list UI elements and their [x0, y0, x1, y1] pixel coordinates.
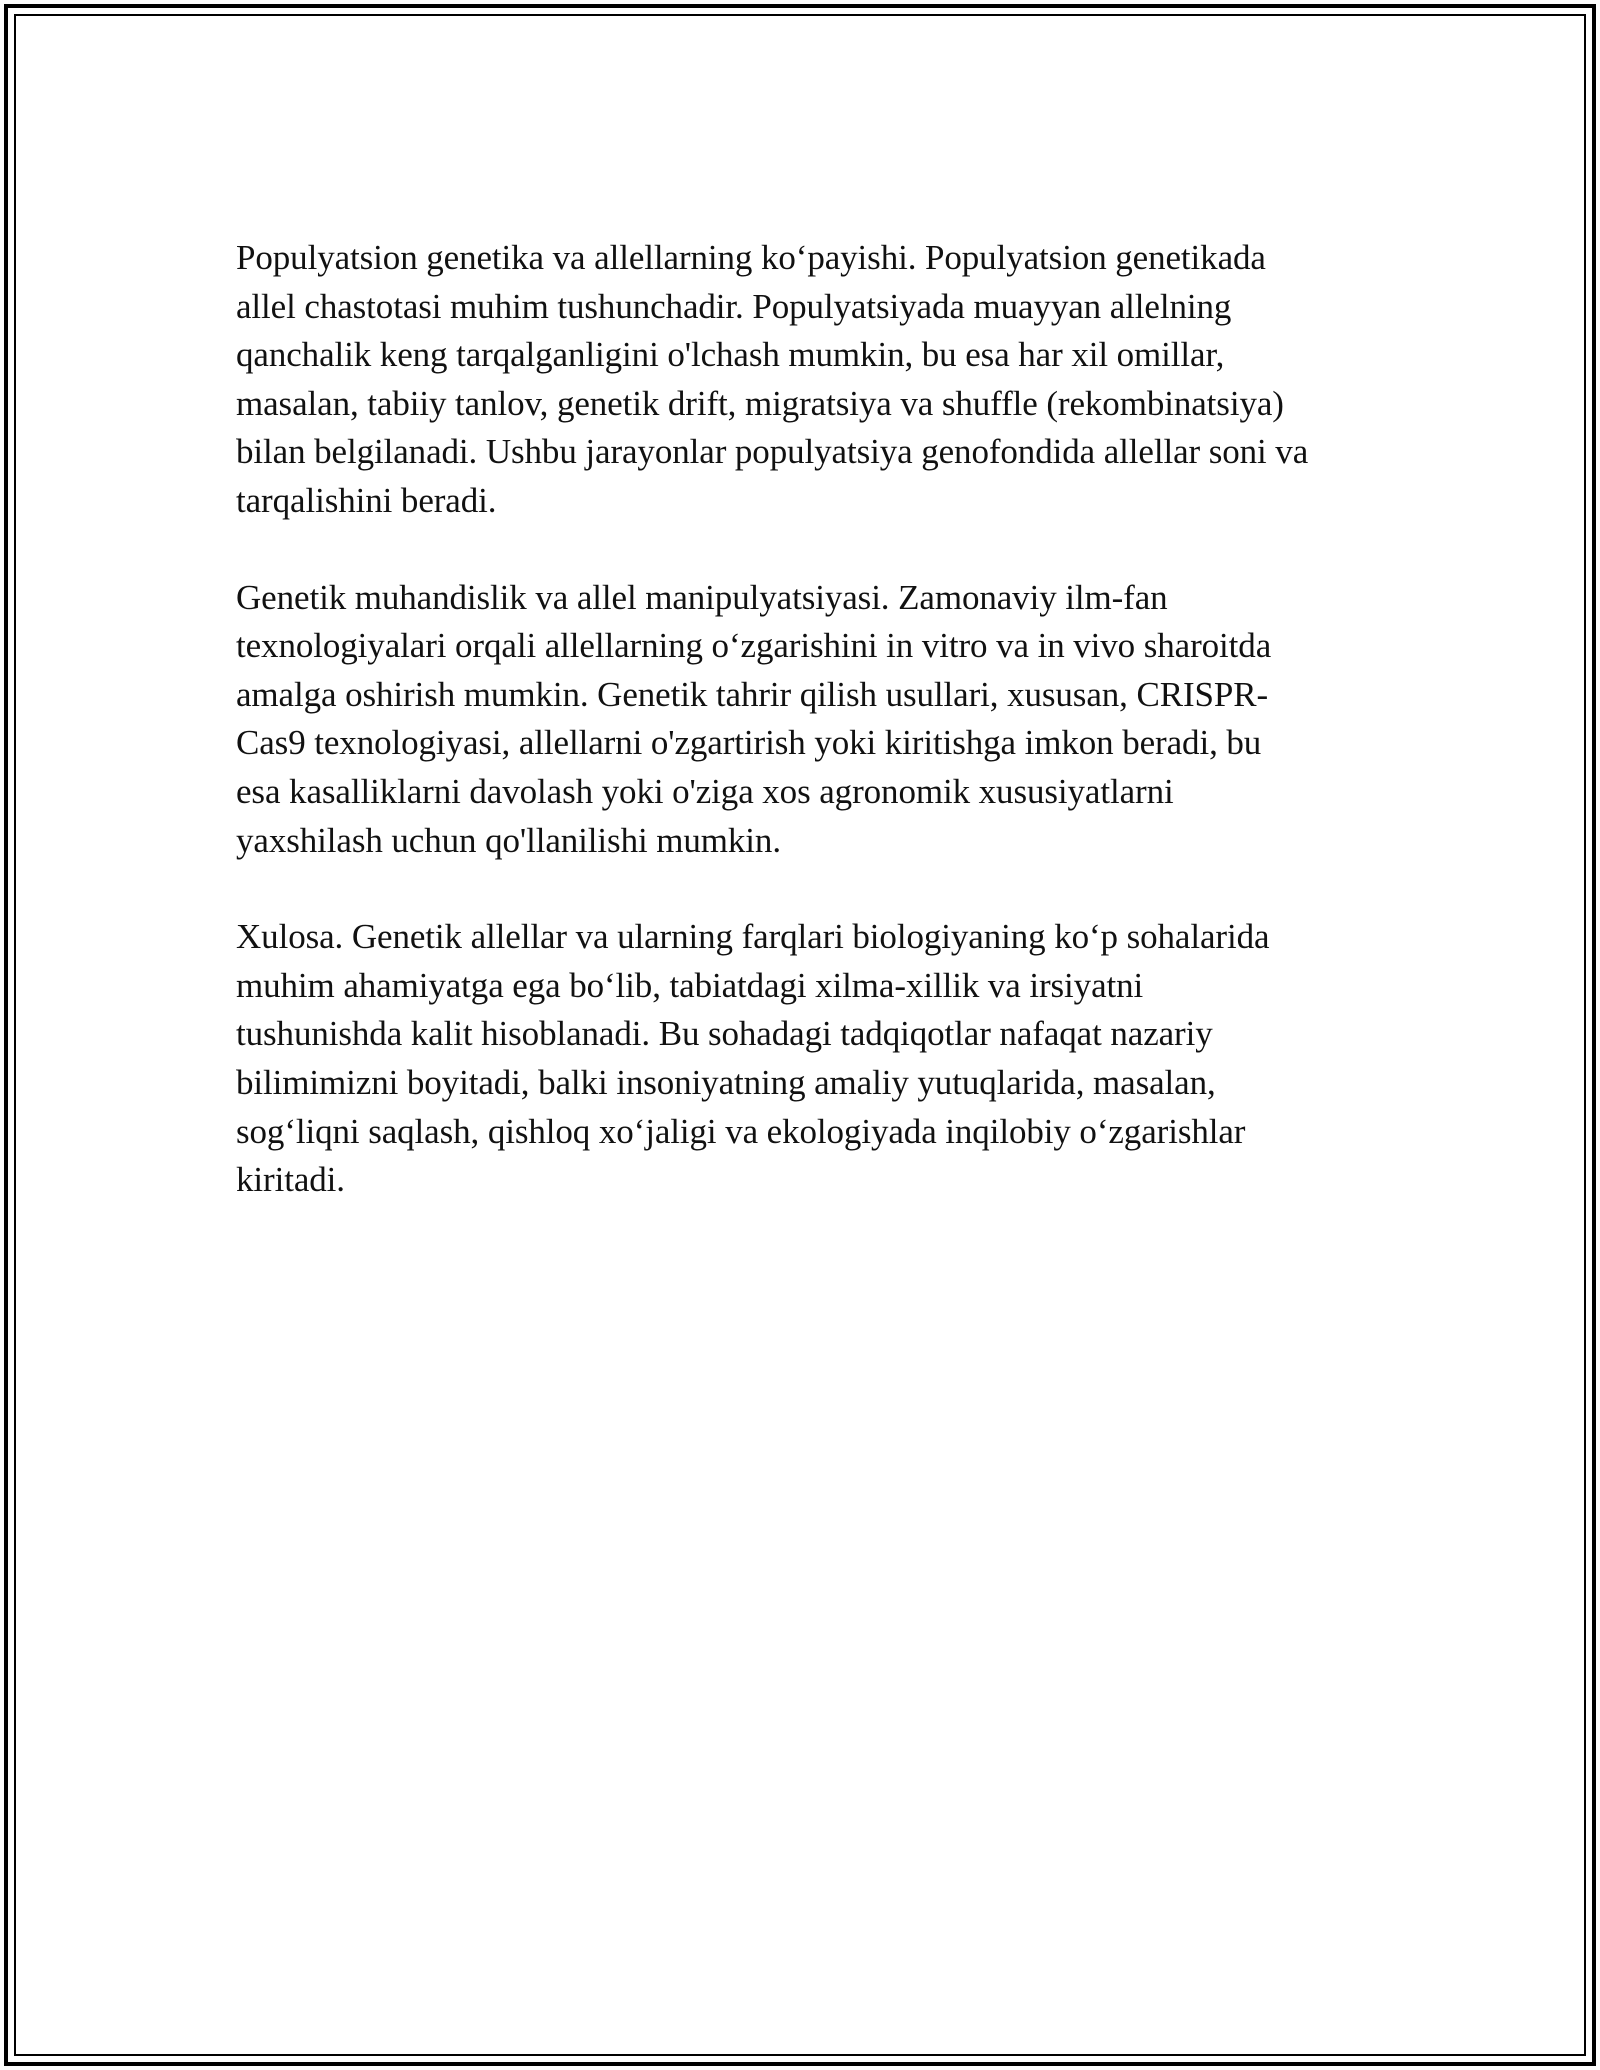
text-line: yaxshilash uchun qo'llanilishi mumkin.: [236, 820, 781, 860]
text-line: texnologiyalari orqali allellarning o‘zgarishini in vitro va in vivo sharoitda: [236, 626, 1272, 666]
text-line: bilimimizni boyitadi, balki insoniyatning amaliy yutuqlarida, masalan,: [236, 1062, 1216, 1102]
text-line: Populyatsion genetika va allellarning ko‘payishi. Populyatsion genetikada: [236, 238, 1266, 277]
text-line: qanchalik keng tarqalganligini o'lchash mumkin, bu esa har xil omillar,: [236, 335, 1225, 375]
text-line: muhim ahamiyatga ega bo‘lib, tabiatdagi xilma-xillik va irsiyatni: [236, 965, 1144, 1005]
text-line: masalan, tabiiy tanlov, genetik drift, migratsiya va shuffle (rekombinatsiya): [236, 383, 1284, 423]
text-line: Cas9 texnologiyasi, allellarni o'zgartirish yoki kiritishga imkon beradi, bu: [236, 723, 1262, 763]
text-line: tarqalishini beradi.: [236, 480, 497, 520]
text-line: tushunishda kalit hisoblanadi. Bu sohadagi tadqiqotlar nafaqat nazariy: [236, 1014, 1213, 1054]
document-body: [236, 234, 1376, 1253]
text-line: allel chastotasi muhim tushunchadir. Populyatsiyada muayyan allelning: [236, 286, 1232, 326]
text-line: sog‘liqni saqlash, qishloq xo‘jaligi va ekologiyada inqilobiy o‘zgarishlar: [236, 1111, 1246, 1151]
paragraph-conclusion: [236, 913, 1376, 1205]
text-line: bilan belgilanadi. Ushbu jarayonlar populyatsiya genofondida allellar soni va: [236, 432, 1309, 472]
paragraph-genetic-engineering: [236, 574, 1376, 866]
text-line: Xulosa. Genetik allellar va ularning farqlari biologiyaning ko‘p sohalarida: [236, 917, 1270, 957]
text-line: amalga oshirish mumkin. Genetik tahrir qilish usullari, xususan, CRISPR-: [236, 674, 1269, 714]
text-line: kiritadi.: [236, 1160, 345, 1200]
paragraph-population-genetics: [236, 234, 1376, 526]
text-line: esa kasalliklarni davolash yoki o'ziga xos agronomik xususiyatlarni: [236, 771, 1174, 811]
text-line: Genetik muhandislik va allel manipulyatsiyasi. Zamonaviy ilm-fan: [236, 577, 1168, 617]
